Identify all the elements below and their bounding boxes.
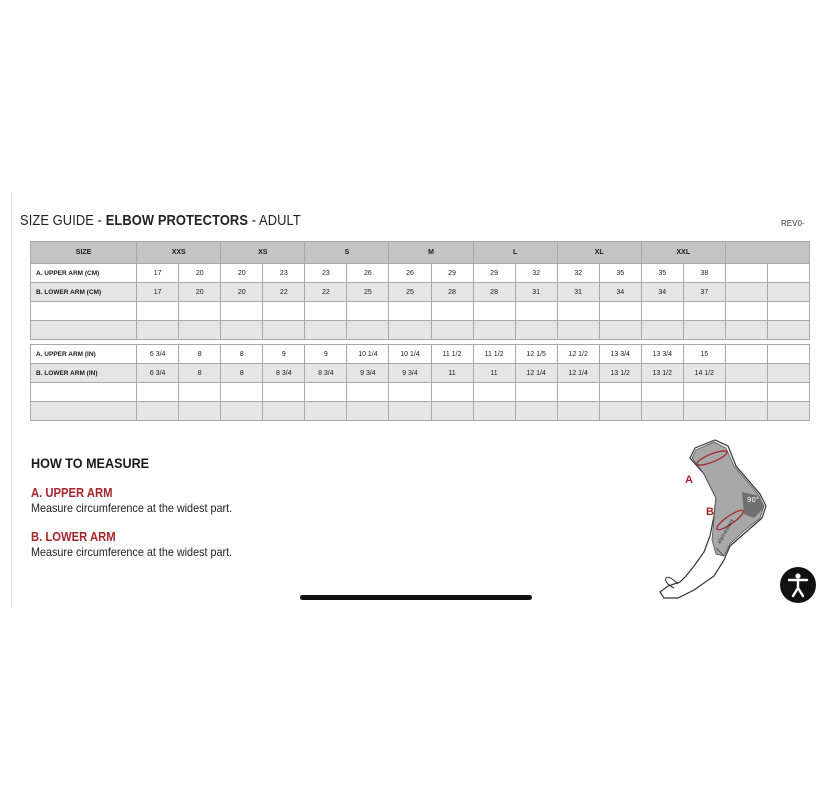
empty-cell [725, 302, 767, 321]
size-value-cell: 23 [305, 264, 347, 283]
size-value-cell: 10 1/4 [347, 345, 389, 364]
empty-cell [641, 402, 683, 421]
empty-cell [137, 302, 179, 321]
size-value-cell: 20 [179, 283, 221, 302]
empty-cell [725, 345, 767, 364]
empty-cell [641, 383, 683, 402]
empty-cell [767, 283, 809, 302]
empty-cell [347, 321, 389, 340]
empty-row [31, 302, 810, 321]
header-cell: M [389, 242, 473, 264]
title-prefix: SIZE GUIDE - [20, 212, 106, 229]
empty-cell [599, 383, 641, 402]
size-value-cell: 6 3/4 [137, 364, 179, 383]
size-value-cell: 26 [389, 264, 431, 283]
empty-cell [683, 302, 725, 321]
header-cell: L [473, 242, 557, 264]
empty-cell [683, 402, 725, 421]
empty-cell [557, 383, 599, 402]
size-value-cell: 31 [557, 283, 599, 302]
size-value-cell: 13 1/2 [641, 364, 683, 383]
empty-row [31, 402, 810, 421]
size-value-cell: 20 [221, 264, 263, 283]
empty-cell [31, 402, 137, 421]
size-value-cell: 9 3/4 [347, 364, 389, 383]
size-value-cell: 8 3/4 [263, 364, 305, 383]
empty-cell [389, 383, 431, 402]
table-row [31, 264, 810, 283]
empty-cell [389, 402, 431, 421]
empty-cell [515, 321, 557, 340]
empty-cell [767, 383, 809, 402]
diagram-label-a: A [685, 474, 693, 486]
row-label: A. UPPER ARM (CM) [31, 264, 137, 283]
empty-cell [767, 321, 809, 340]
empty-cell [179, 321, 221, 340]
empty-cell [725, 283, 767, 302]
size-value-cell: 29 [473, 264, 515, 283]
size-value-cell: 15 [683, 345, 725, 364]
empty-cell [179, 383, 221, 402]
empty-cell [515, 383, 557, 402]
empty-cell [31, 321, 137, 340]
size-value-cell: 34 [641, 283, 683, 302]
size-value-cell: 29 [431, 264, 473, 283]
home-indicator-bar[interactable] [300, 595, 532, 600]
lower-arm-desc: Measure circumference at the widest part. [31, 545, 233, 559]
size-value-cell: 22 [305, 283, 347, 302]
size-value-cell: 10 1/4 [389, 345, 431, 364]
empty-cell [179, 402, 221, 421]
size-value-cell: 9 [305, 345, 347, 364]
empty-cell [767, 345, 809, 364]
empty-cell [767, 264, 809, 283]
empty-cell [431, 402, 473, 421]
empty-cell [599, 302, 641, 321]
size-value-cell: 26 [347, 264, 389, 283]
empty-cell [305, 383, 347, 402]
size-table [30, 241, 810, 421]
size-value-cell: 14 1/2 [683, 364, 725, 383]
empty-row [31, 383, 810, 402]
empty-cell [263, 383, 305, 402]
empty-cell [305, 302, 347, 321]
empty-cell [305, 402, 347, 421]
empty-cell [725, 321, 767, 340]
size-value-cell: 6 3/4 [137, 345, 179, 364]
empty-row [31, 321, 810, 340]
empty-cell [557, 321, 599, 340]
empty-cell [389, 302, 431, 321]
empty-cell [683, 383, 725, 402]
empty-cell [347, 402, 389, 421]
empty-cell [767, 302, 809, 321]
size-value-cell: 38 [683, 264, 725, 283]
size-value-cell: 22 [263, 283, 305, 302]
size-value-cell: 9 [263, 345, 305, 364]
empty-cell [767, 402, 809, 421]
empty-cell [305, 321, 347, 340]
empty-cell [725, 264, 767, 283]
table-row [31, 364, 810, 383]
empty-cell [137, 383, 179, 402]
size-value-cell: 8 [179, 364, 221, 383]
empty-cell [263, 321, 305, 340]
empty-cell [473, 321, 515, 340]
size-value-cell: 31 [515, 283, 557, 302]
size-value-cell: 35 [599, 264, 641, 283]
row-label: A. UPPER ARM (IN) [31, 345, 137, 364]
size-value-cell: 12 1/5 [515, 345, 557, 364]
size-header-row [31, 242, 810, 264]
size-value-cell: 12 1/2 [557, 345, 599, 364]
empty-cell [725, 364, 767, 383]
page-title [20, 212, 301, 229]
size-value-cell: 25 [347, 283, 389, 302]
row-label: B. LOWER ARM (IN) [31, 364, 137, 383]
empty-cell [431, 302, 473, 321]
size-value-cell: 28 [473, 283, 515, 302]
empty-cell [263, 302, 305, 321]
empty-cell [31, 302, 137, 321]
size-value-cell: 13 1/2 [599, 364, 641, 383]
size-value-cell: 12 1/4 [557, 364, 599, 383]
title-product: ELBOW PROTECTORS [105, 212, 249, 229]
empty-cell [641, 321, 683, 340]
size-value-cell: 17 [137, 283, 179, 302]
empty-cell [347, 302, 389, 321]
header-cell: SIZE [31, 242, 137, 264]
empty-cell [389, 321, 431, 340]
empty-cell [137, 402, 179, 421]
svg-text:alpinestars: alpinestars [716, 518, 736, 545]
empty-cell [683, 321, 725, 340]
size-value-cell: 13 3/4 [599, 345, 641, 364]
size-value-cell: 11 [431, 364, 473, 383]
empty-cell [221, 302, 263, 321]
empty-cell [137, 321, 179, 340]
header-cell: S [305, 242, 389, 264]
size-value-cell: 13 3/4 [641, 345, 683, 364]
empty-cell [725, 402, 767, 421]
size-value-cell: 11 1/2 [431, 345, 473, 364]
empty-cell [473, 402, 515, 421]
angle-label: 90° [747, 496, 760, 504]
size-value-cell: 8 [221, 364, 263, 383]
table-row [31, 283, 810, 302]
arm-measure-diagram-icon [650, 436, 780, 606]
size-value-cell: 8 [221, 345, 263, 364]
empty-cell [515, 402, 557, 421]
size-value-cell: 23 [263, 264, 305, 283]
size-value-cell: 28 [431, 283, 473, 302]
empty-cell [557, 302, 599, 321]
empty-cell [473, 302, 515, 321]
empty-cell [221, 321, 263, 340]
size-value-cell: 25 [389, 283, 431, 302]
empty-cell [473, 383, 515, 402]
size-value-cell: 17 [137, 264, 179, 283]
empty-cell [221, 402, 263, 421]
header-cell: XS [221, 242, 305, 264]
size-value-cell: 32 [515, 264, 557, 283]
header-cell: XL [557, 242, 641, 264]
size-value-cell: 12 1/4 [515, 364, 557, 383]
size-value-cell: 20 [221, 283, 263, 302]
header-cell: XXL [641, 242, 725, 264]
accessibility-icon[interactable] [780, 567, 816, 603]
empty-cell [347, 383, 389, 402]
title-suffix: - ADULT [248, 212, 301, 229]
empty-cell [179, 302, 221, 321]
size-value-cell: 8 3/4 [305, 364, 347, 383]
upper-arm-desc: Measure circumference at the widest part. [31, 501, 233, 515]
header-cell: XXS [137, 242, 221, 264]
upper-arm-title: A. UPPER ARM [31, 486, 113, 500]
size-value-cell: 34 [599, 283, 641, 302]
table-row [31, 345, 810, 364]
size-value-cell: 8 [179, 345, 221, 364]
empty-cell [515, 302, 557, 321]
lower-arm-title: B. LOWER ARM [31, 530, 116, 544]
size-value-cell: 20 [179, 264, 221, 283]
size-value-cell: 37 [683, 283, 725, 302]
size-value-cell: 11 [473, 364, 515, 383]
size-value-cell: 32 [557, 264, 599, 283]
empty-cell [263, 402, 305, 421]
empty-cell [431, 321, 473, 340]
empty-cell [599, 402, 641, 421]
empty-cell [641, 302, 683, 321]
diagram-label-b: B [706, 506, 714, 518]
empty-cell [557, 402, 599, 421]
size-value-cell: 35 [641, 264, 683, 283]
row-label: B. LOWER ARM (CM) [31, 283, 137, 302]
empty-cell [31, 383, 137, 402]
empty-cell [431, 383, 473, 402]
header-cell-empty [725, 242, 809, 264]
empty-cell [767, 364, 809, 383]
size-value-cell: 9 3/4 [389, 364, 431, 383]
empty-cell [221, 383, 263, 402]
empty-cell [725, 383, 767, 402]
revision-code: REV0- [781, 219, 805, 228]
how-to-measure-heading: HOW TO MEASURE [31, 455, 150, 471]
size-value-cell: 11 1/2 [473, 345, 515, 364]
empty-cell [599, 321, 641, 340]
